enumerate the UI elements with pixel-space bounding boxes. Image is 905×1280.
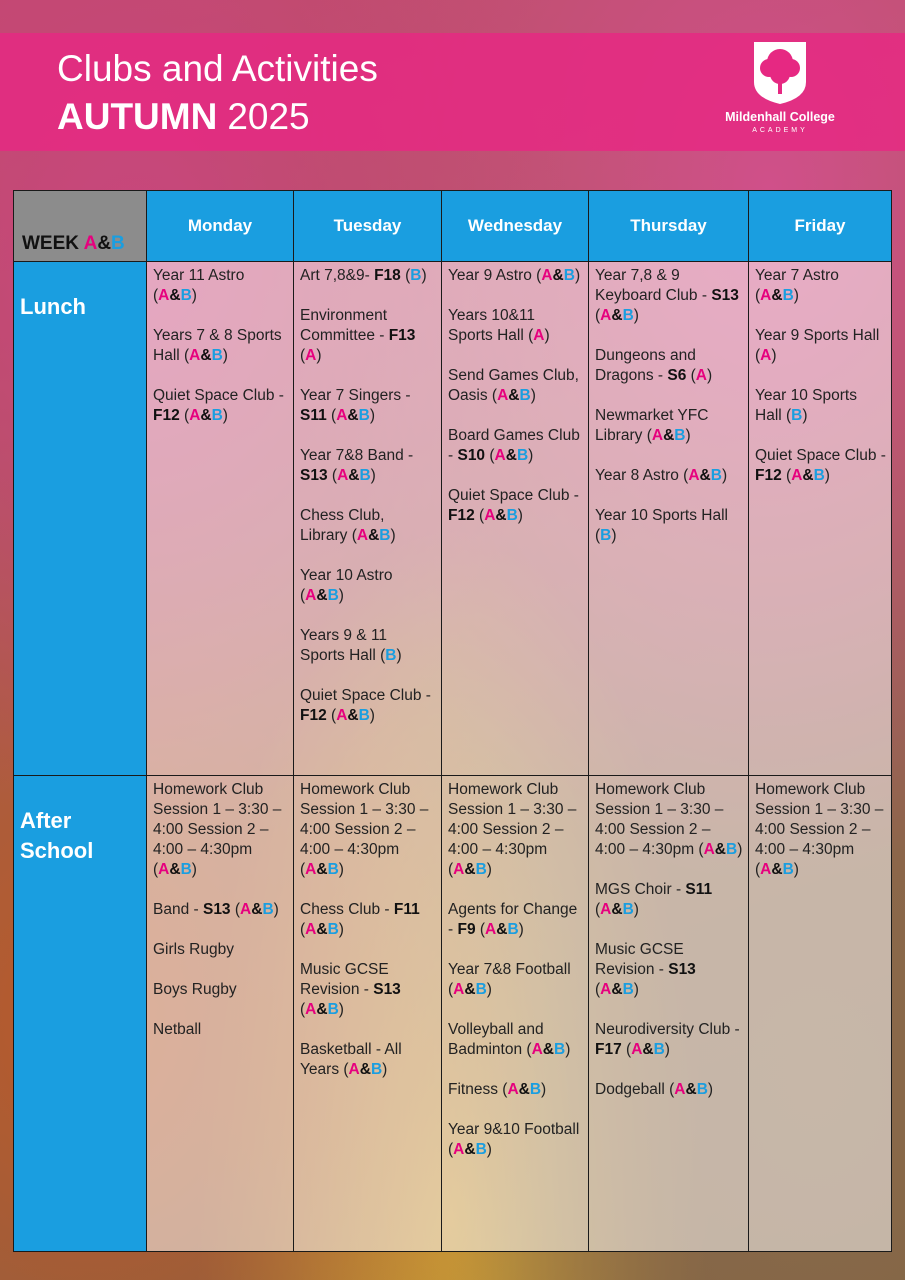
- day-header: Tuesday: [294, 191, 442, 262]
- week-tag: (B): [595, 527, 617, 544]
- activity-item: [300, 900, 436, 940]
- activity-name: Newmarket YFC Library: [595, 407, 709, 444]
- room-code: S6: [663, 367, 687, 384]
- activity-name: Neurodiversity Club -: [595, 1021, 740, 1038]
- activity-name: Homework Club Session 1 – 3:30 – 4:00 Session 2 – 4:00 – 4:30pm: [595, 781, 724, 858]
- activity-name: Environment Committee -: [300, 307, 388, 344]
- week-tag: (A&B): [230, 901, 279, 918]
- week-tag: (A&B): [678, 467, 728, 484]
- activity-item: [300, 780, 436, 880]
- activity-name: MGS Choir -: [595, 881, 682, 898]
- activity-item: [595, 346, 743, 386]
- activity-item: [595, 1080, 743, 1100]
- room-code: S13: [368, 981, 401, 998]
- activity-name: Years 7 & 8 Sports Hall: [153, 327, 282, 364]
- activity-name: Year 7,8 & 9 Keyboard Club -: [595, 267, 708, 304]
- timetable: [13, 190, 892, 1252]
- activity-name: Homework Club Session 1 – 3:30 – 4:00 Session 2 – 4:00 – 4:30pm: [153, 781, 282, 858]
- activity-item: [300, 446, 436, 486]
- activity-name: Boys Rugby: [153, 981, 237, 998]
- activity-name: Homework Club Session 1 – 3:30 – 4:00 Session 2 – 4:00 – 4:30pm: [448, 781, 577, 858]
- activity-name: Homework Club Session 1 – 3:30 – 4:00 Session 2 – 4:00 – 4:30pm: [300, 781, 429, 858]
- activity-name: Netball: [153, 1021, 202, 1038]
- activity-name: Music GCSE Revision -: [595, 941, 684, 978]
- activity-item: [448, 780, 583, 880]
- week-tag: (A&B): [326, 707, 375, 724]
- activity-item: [448, 1020, 583, 1060]
- activity-name: Quiet Space Club -: [153, 387, 284, 404]
- week-tag: (A&B): [326, 407, 375, 424]
- week-tag: (A&B): [595, 307, 639, 324]
- activity-item: [755, 326, 886, 366]
- week-tag: (A&B): [327, 467, 376, 484]
- school-sub: ACADEMY: [752, 127, 808, 134]
- room-code: S11: [681, 881, 713, 898]
- activity-name: Years 10&11 Sports Hall: [448, 307, 536, 344]
- week-tag: (A&B): [497, 1081, 547, 1098]
- activity-item: [153, 980, 288, 1000]
- week-tag: (A&B): [664, 1081, 714, 1098]
- day-header: Friday: [749, 191, 892, 262]
- week-tag: (B): [375, 647, 402, 664]
- activity-name: Year 7 Astro: [755, 267, 839, 284]
- activity-item: [755, 446, 886, 486]
- activity-item: [448, 1080, 583, 1100]
- activity-item: [448, 266, 583, 286]
- room-code: S13: [663, 961, 696, 978]
- week-tag: (A&B): [522, 1041, 571, 1058]
- activity-item: [595, 880, 743, 920]
- activity-item: [448, 366, 583, 406]
- week-tag: (A): [300, 347, 322, 364]
- activity-name: Year 8 Astro: [595, 467, 679, 484]
- page-title: Clubs and Activities: [57, 48, 378, 89]
- activity-item: [448, 1120, 583, 1160]
- week-tag: (A&B): [448, 861, 492, 878]
- activity-name: Year 10 Sports Hall: [755, 387, 857, 424]
- activity-name: Chess Club, Library: [300, 507, 385, 544]
- activity-item: [755, 266, 886, 306]
- activity-item: [300, 960, 436, 1020]
- activity-item: [755, 386, 886, 426]
- activity-name: Quiet Space Club -: [755, 447, 886, 464]
- activity-item: [448, 900, 583, 940]
- activity-name: Homework Club Session 1 – 3:30 – 4:00 Session 2 – 4:00 – 4:30pm: [755, 781, 884, 858]
- room-code: S11: [300, 407, 327, 424]
- week-tag: (A&B): [595, 901, 639, 918]
- year-label: 2025: [227, 96, 310, 137]
- room-code: S13: [707, 287, 739, 304]
- week-tag: (A&B): [339, 1061, 388, 1078]
- activity-item: [595, 940, 743, 1000]
- week-tag: (A&B): [475, 921, 524, 938]
- activity-item: [448, 960, 583, 1000]
- activity-item: [153, 900, 288, 920]
- week-tag: (A&B): [448, 1141, 492, 1158]
- activity-name: Year 9 Sports Hall: [755, 327, 880, 344]
- week-tag: (A): [755, 347, 777, 364]
- activity-name: Quiet Space Club -: [300, 687, 431, 704]
- activity-name: Art 7,8&9-: [300, 267, 370, 284]
- week-tag: (A&B): [474, 507, 523, 524]
- header-row: [14, 191, 892, 262]
- activity-item: [755, 780, 886, 880]
- activity-item: [300, 1040, 436, 1080]
- activity-item: [153, 386, 288, 426]
- activity-name: Year 9&10 Football: [448, 1121, 580, 1138]
- activity-name: Year 7 Singers -: [300, 387, 411, 404]
- week-tag: (A&B): [300, 861, 344, 878]
- activity-name: Basketball - All Years: [300, 1041, 402, 1078]
- week-tag: (B): [400, 267, 427, 284]
- activity-name: Fitness: [448, 1081, 498, 1098]
- week-tag: (A&B): [300, 587, 344, 604]
- cell: [147, 776, 294, 1252]
- activity-name: Years 9 & 11 Sports Hall: [300, 627, 388, 664]
- activity-name: Year 10 Sports Hall: [595, 507, 728, 524]
- activity-item: [595, 266, 743, 326]
- activity-item: [448, 306, 583, 346]
- activity-name: Dodgeball: [595, 1081, 665, 1098]
- page-subtitle: [57, 96, 310, 138]
- activity-name: Send Games Club, Oasis: [448, 367, 579, 404]
- cell: [749, 776, 892, 1252]
- room-code: F12: [153, 407, 180, 424]
- room-code: F11: [389, 901, 420, 918]
- activity-item: [300, 306, 436, 366]
- room-code: F12: [448, 507, 475, 524]
- week-tag: (A&B): [179, 407, 228, 424]
- activity-name: Year 11 Astro: [153, 267, 245, 284]
- week-corner: WEEK A&B: [14, 191, 147, 262]
- week-tag: (B): [781, 407, 808, 424]
- week-tag: (A&B): [755, 861, 799, 878]
- activity-name: Chess Club -: [300, 901, 390, 918]
- week-tag: (A&B): [642, 427, 691, 444]
- activity-item: [153, 780, 288, 880]
- term-label: AUTUMN: [57, 96, 218, 137]
- row-label-after-school: After School: [14, 776, 147, 1252]
- activity-name: Agents for Change -: [448, 901, 578, 938]
- week-tag: (A&B): [595, 981, 639, 998]
- room-code: S13: [198, 901, 231, 918]
- activity-name: Band -: [153, 901, 199, 918]
- activity-item: [595, 780, 743, 860]
- cell: [749, 262, 892, 776]
- activity-name: Quiet Space Club -: [448, 487, 579, 504]
- week-tag: (A&B): [448, 981, 492, 998]
- room-code: F12: [755, 467, 782, 484]
- room-code: F13: [384, 327, 416, 344]
- week-tag: (A&B): [300, 1001, 344, 1018]
- activity-item: [595, 406, 743, 446]
- activity-name: Music GCSE Revision -: [300, 961, 389, 998]
- activity-item: [448, 486, 583, 526]
- day-header: Monday: [147, 191, 294, 262]
- activity-item: [300, 266, 436, 286]
- activity-item: [300, 386, 436, 426]
- week-tag: (A): [686, 367, 713, 384]
- week-tag: (A&B): [755, 287, 799, 304]
- activity-item: [448, 426, 583, 466]
- activity-item: [153, 266, 288, 306]
- cell: [147, 262, 294, 776]
- room-code: F18: [369, 267, 401, 284]
- day-header: Thursday: [589, 191, 749, 262]
- cell: [294, 262, 442, 776]
- room-code: S13: [300, 467, 328, 484]
- week-tag: (A&B): [347, 527, 396, 544]
- activity-item: [300, 506, 436, 546]
- activity-name: Board Games Club -: [448, 427, 580, 464]
- week-tag: (A&B): [485, 447, 534, 464]
- cell: [589, 776, 749, 1252]
- activity-item: [153, 1020, 288, 1040]
- school-name: Mildenhall College: [725, 110, 835, 124]
- week-tag: (A&B): [153, 287, 197, 304]
- row-label-lunch: Lunch: [14, 262, 147, 776]
- activity-item: [595, 506, 743, 546]
- activity-name: Girls Rugby: [153, 941, 234, 958]
- room-code: F12: [300, 707, 327, 724]
- activity-name: Year 10 Astro: [300, 567, 393, 584]
- activity-item: [300, 686, 436, 726]
- activity-item: [595, 1020, 743, 1060]
- activity-name: Year 9 Astro: [448, 267, 532, 284]
- cell: [442, 776, 589, 1252]
- room-code: F17: [595, 1041, 622, 1058]
- activity-item: [153, 940, 288, 960]
- week-tag: (A&B): [531, 267, 581, 284]
- week-tag: (A): [523, 327, 550, 344]
- activity-name: Year 7&8 Football: [448, 961, 571, 978]
- cell: [442, 262, 589, 776]
- day-header: Wednesday: [442, 191, 589, 262]
- week-tag: (A&B): [694, 841, 743, 858]
- week-tag: (A&B): [487, 387, 536, 404]
- week-tag: (A&B): [179, 347, 228, 364]
- cell: [589, 262, 749, 776]
- room-code: S10: [453, 447, 486, 464]
- cell: [294, 776, 442, 1252]
- tree-crest-icon: [750, 38, 810, 106]
- week-tag: (A&B): [781, 467, 830, 484]
- week-tag: (A&B): [300, 921, 344, 938]
- after-school-row: [14, 776, 892, 1252]
- room-code: F9: [453, 921, 476, 938]
- activity-name: Dungeons and Dragons -: [595, 347, 696, 384]
- school-logo: [724, 38, 836, 134]
- week-tag: (A&B): [621, 1041, 670, 1058]
- activity-item: [300, 566, 436, 606]
- activity-item: [153, 326, 288, 366]
- activity-item: [300, 626, 436, 666]
- lunch-row: [14, 262, 892, 776]
- week-tag: (A&B): [153, 861, 197, 878]
- activity-item: [595, 466, 743, 486]
- activity-name: Year 7&8 Band -: [300, 447, 414, 464]
- activity-name: Volleyball and Badminton: [448, 1021, 544, 1058]
